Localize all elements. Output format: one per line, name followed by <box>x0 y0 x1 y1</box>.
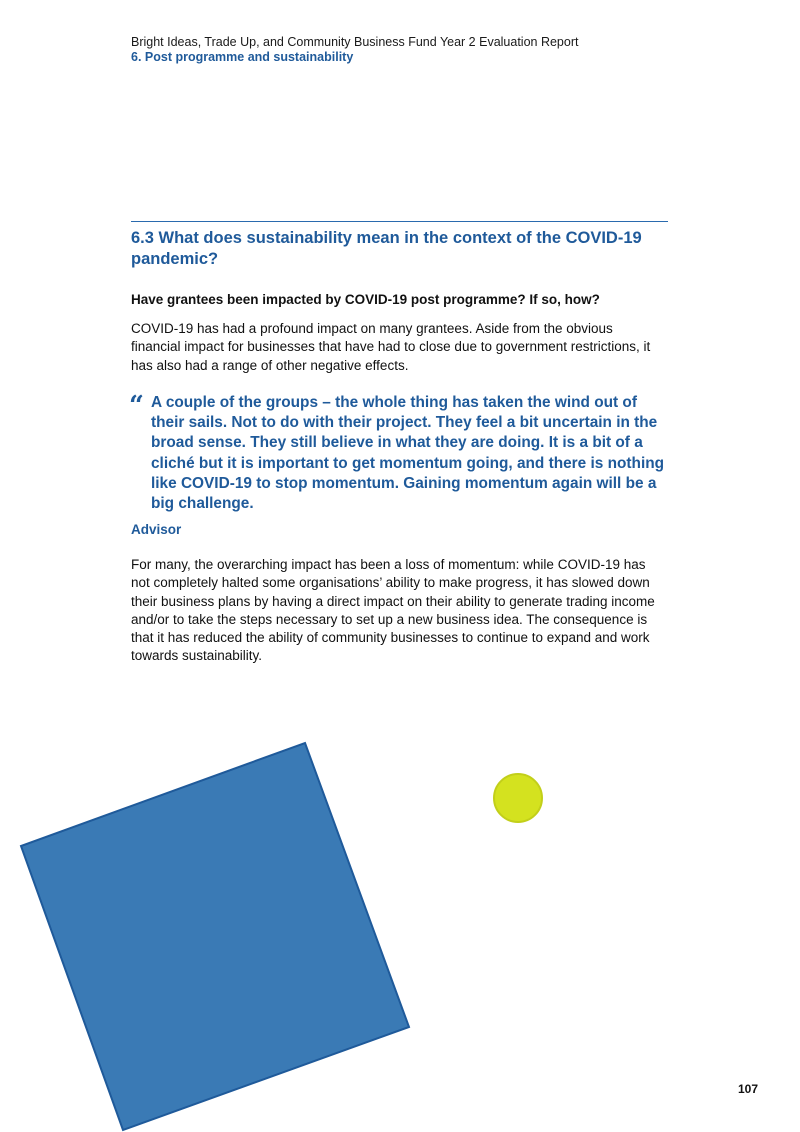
subsection-question: Have grantees been impacted by COVID-19 post programme? If so, how? <box>131 292 600 307</box>
quote-attribution: Advisor <box>131 522 182 537</box>
chapter-title: 6. Post programme and sustainability <box>131 50 354 64</box>
page-number: 107 <box>738 1082 759 1096</box>
body-paragraph-1: COVID-19 has had a profound impact on many grantees. Aside from the obvious financial impact for businesses that have had to close due to government restrictions, it has also had a range of other negative effects. <box>131 321 651 373</box>
quote-mark-icon: “ <box>129 391 144 421</box>
document-title: Bright Ideas, Trade Up, and Community Business Fund Year 2 Evaluation Report <box>131 35 579 49</box>
decorative-square <box>21 743 409 1130</box>
decorative-circle <box>494 774 542 822</box>
body-paragraph-2: For many, the overarching impact has been a loss of momentum: while COVID-19 has not completely halted some organisations’ ability to make progress, it has slowed down their business plans by having a direct impact on their ability to generate trading income and/or to take the steps necessary to set up a new business idea. The consequence is that it has reduced the ability of community businesses to continue to expand and work towards sustainability. <box>131 557 655 664</box>
section-heading: 6.3 What does sustainability mean in the context of the COVID-19 pandemic? <box>131 229 642 268</box>
pull-quote: A couple of the groups – the whole thing has taken the wind out of their sails. Not to do with their project. They feel a bit uncertain in the broad sense. They still believe in what they are doing. It is a bit of a cliché but it is important to get momentum going, and there is nothing like COVID-19 to stop momentum. Gaining momentum again will be a big challenge. <box>151 394 665 513</box>
